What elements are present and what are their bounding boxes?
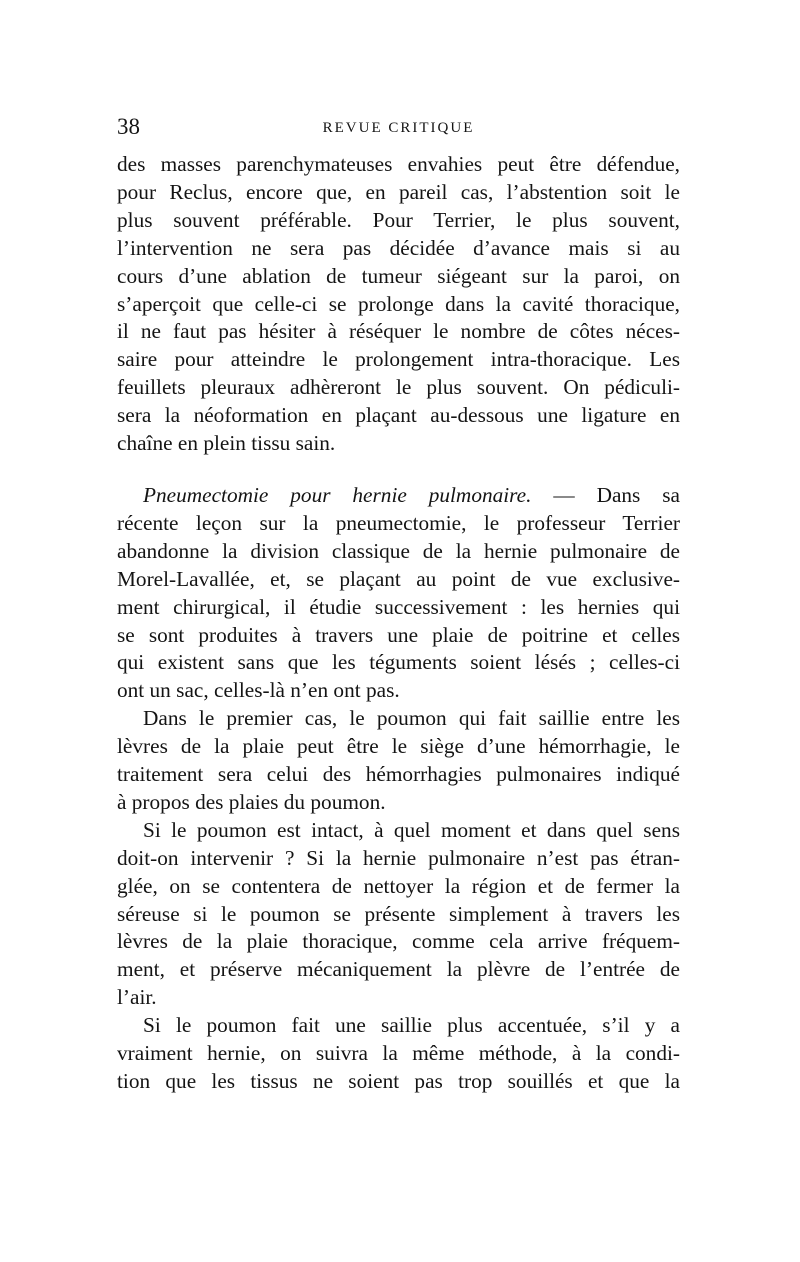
running-head [117,112,680,144]
section-gap [117,458,680,482]
text-line: lèvres de la plaie thoracique, comme cela arrive fréquem- [117,929,680,954]
paragraph-4 [117,817,680,1012]
text-line: Si le poumon est intact, à quel moment et dans quel sens [143,817,680,842]
text-line: plus souvent préférable. Pour Terrier, le plus souvent, [117,207,680,232]
text-line: ment chirurgical, il étudie successivement : les hernies qui [117,594,680,619]
text-line: l’air. [117,985,157,1010]
page-number: 38 [117,114,140,139]
text-line: vraiment hernie, on suivra la même méthode, à la condi- [117,1041,680,1066]
text-line: sera la néoformation en plaçant au-dessous une ligature en [117,403,680,428]
text-line: lèvres de la plaie peut être le siège d’une hémorrhagie, le [117,734,680,759]
text-line: Dans le premier cas, le poumon qui fait saillie entre les [143,706,680,731]
section-title: Pneumectomie pour hernie pulmonaire. [143,482,532,507]
text-line: il ne faut pas hésiter à réséquer le nombre de côtes néces- [117,319,680,344]
text-line: cours d’une ablation de tumeur siégeant sur la paroi, on [117,263,680,288]
text-line: pour Reclus, encore que, en pareil cas, l’abstention soit le [117,179,680,204]
text-line: Morel-Lavallée, et, se plaçant au point de vue exclusive- [117,566,680,591]
section-heading-line [117,482,680,510]
running-title: REVUE CRITIQUE [322,120,475,136]
text-line: séreuse si le poumon se présente simplement à travers les [117,901,680,926]
paragraph-2 [117,482,680,705]
text-line: ont un sac, celles-là n’en ont pas. [117,678,400,703]
text-line: doit-on intervenir ? Si la hernie pulmonaire n’est pas étran- [117,845,680,870]
text-line: tion que les tissus ne soient pas trop souillés et que la [117,1069,680,1093]
text-line: s’aperçoit que celle-ci se prolonge dans la cavité thoracique, [117,291,680,316]
text-line: l’intervention ne sera pas décidée d’avance mais si au [117,235,680,260]
text-line: saire pour atteindre le prolongement intra-thoracique. Les [117,347,680,372]
paragraph-5 [117,1012,680,1096]
text-line: traitement sera celui des hémorrhagies pulmonaires indiqué [117,762,680,787]
text-line: Si le poumon fait une saillie plus accentuée, s’il y a [143,1013,680,1038]
text-line: récente leçon sur la pneumectomie, le professeur Terrier [117,510,680,535]
text-line: feuillets pleuraux adhèreront le plus souvent. On pédiculi- [117,375,680,400]
text-line: à propos des plaies du poumon. [117,789,386,814]
paragraph-3 [117,705,680,817]
text-line: des masses parenchymateuses envahies peut être défendue, [117,152,680,176]
text-line: se sont produites à travers une plaie de poitrine et celles [117,622,680,647]
text-line: glée, on se contentera de nettoyer la région et de fermer la [117,873,680,898]
paragraph-1 [117,151,680,458]
text-line: qui existent sans que les téguments soient lésés ; celles-ci [117,650,680,675]
body-text [117,151,680,1096]
text-line: abandonne la division classique de la hernie pulmonaire de [117,538,680,563]
text-line: ment, et préserve mécaniquement la plèvre de l’entrée de [117,957,680,982]
section-first-rest: — Dans sa [553,482,680,507]
text-line: chaîne en plein tissu sain. [117,431,336,456]
